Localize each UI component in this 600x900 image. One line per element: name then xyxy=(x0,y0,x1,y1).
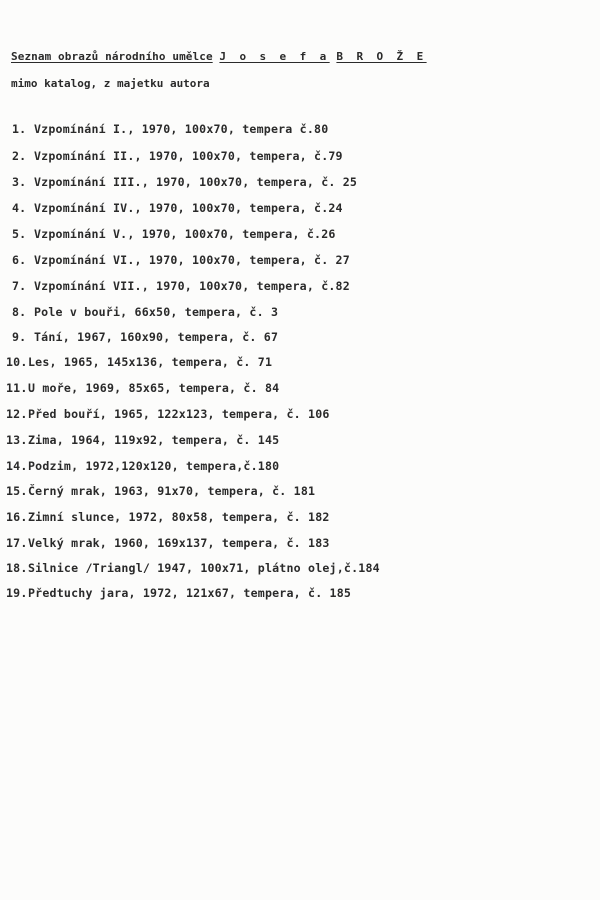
list-item xyxy=(6,459,279,473)
item-number: 17. xyxy=(6,536,28,550)
item-number: 3. xyxy=(12,175,27,189)
list-item xyxy=(12,149,343,163)
title-prefix: Seznam obrazů národního umělce xyxy=(11,50,213,63)
item-number: 9. xyxy=(12,330,27,344)
list-item xyxy=(6,355,272,369)
list-item xyxy=(12,305,278,319)
item-text: Před bouří, 1965, 122x123, tempera, č. 106 xyxy=(28,407,330,421)
item-number: 16. xyxy=(6,510,28,524)
item-text: Podzim, 1972,120x120, tempera,č.180 xyxy=(28,459,280,473)
list-item xyxy=(12,253,350,267)
list-item xyxy=(6,510,330,524)
item-text: Vzpomínání II., 1970, 100x70, tempera, č.79 xyxy=(34,149,343,163)
item-text: Velký mrak, 1960, 169x137, tempera, č. 183 xyxy=(28,536,330,550)
item-number: 14. xyxy=(6,459,28,473)
item-text: Vzpomínání IV., 1970, 100x70, tempera, č.24 xyxy=(34,201,343,215)
item-text: Černý mrak, 1963, 91x70, tempera, č. 181 xyxy=(28,484,316,498)
item-number: 15. xyxy=(6,484,28,498)
item-text: Pole v bouři, 66x50, tempera, č. 3 xyxy=(34,305,279,319)
item-number: 11. xyxy=(6,381,28,395)
list-item xyxy=(12,122,328,136)
item-number: 19. xyxy=(6,586,28,600)
list-item xyxy=(6,561,380,575)
item-number: 6. xyxy=(12,253,27,267)
item-number: 18. xyxy=(6,561,28,575)
item-text: Vzpomínání VI., 1970, 100x70, tempera, č. 27 xyxy=(34,253,350,267)
item-number: 8. xyxy=(12,305,27,319)
item-number: 10. xyxy=(6,355,28,369)
title-first-name: J o s e f a xyxy=(219,50,330,63)
list-item xyxy=(6,433,279,447)
item-number: 13. xyxy=(6,433,28,447)
item-number: 7. xyxy=(12,279,27,293)
item-text: Zimní slunce, 1972, 80x58, tempera, č. 182 xyxy=(28,510,330,524)
list-item xyxy=(12,201,343,215)
item-text: Vzpomínání III., 1970, 100x70, tempera, č. 25 xyxy=(34,175,358,189)
list-item xyxy=(6,586,351,600)
item-text: Tání, 1967, 160x90, tempera, č. 67 xyxy=(34,330,279,344)
item-text: U moře, 1969, 85x65, tempera, č. 84 xyxy=(28,381,280,395)
item-number: 12. xyxy=(6,407,28,421)
list-item xyxy=(12,279,350,293)
list-item xyxy=(12,227,336,241)
item-number: 5. xyxy=(12,227,27,241)
item-text: Předtuchy jara, 1972, 121x67, tempera, č. 185 xyxy=(28,586,352,600)
list-item xyxy=(12,175,357,189)
list-item xyxy=(6,536,330,550)
list-item xyxy=(6,381,279,395)
list-item xyxy=(6,484,315,498)
title-last-name: B R O Ž E xyxy=(336,50,427,63)
item-number: 2. xyxy=(12,149,27,163)
item-text: Vzpomínání VII., 1970, 100x70, tempera, č.82 xyxy=(34,279,350,293)
item-text: Silnice /Triangl/ 1947, 100x71, plátno olej,č.184 xyxy=(28,561,380,575)
list-item xyxy=(6,407,330,421)
list-item xyxy=(12,330,278,344)
item-text: Vzpomínání V., 1970, 100x70, tempera, č.26 xyxy=(34,227,336,241)
item-text: Zima, 1964, 119x92, tempera, č. 145 xyxy=(28,433,280,447)
item-text: Vzpomínání I., 1970, 100x70, tempera č.80 xyxy=(34,122,329,136)
item-text: Les, 1965, 145x136, tempera, č. 71 xyxy=(28,355,273,369)
item-number: 1. xyxy=(12,122,27,136)
document-subtitle: mimo katalog, z majetku autora xyxy=(11,77,210,90)
item-number: 4. xyxy=(12,201,27,215)
